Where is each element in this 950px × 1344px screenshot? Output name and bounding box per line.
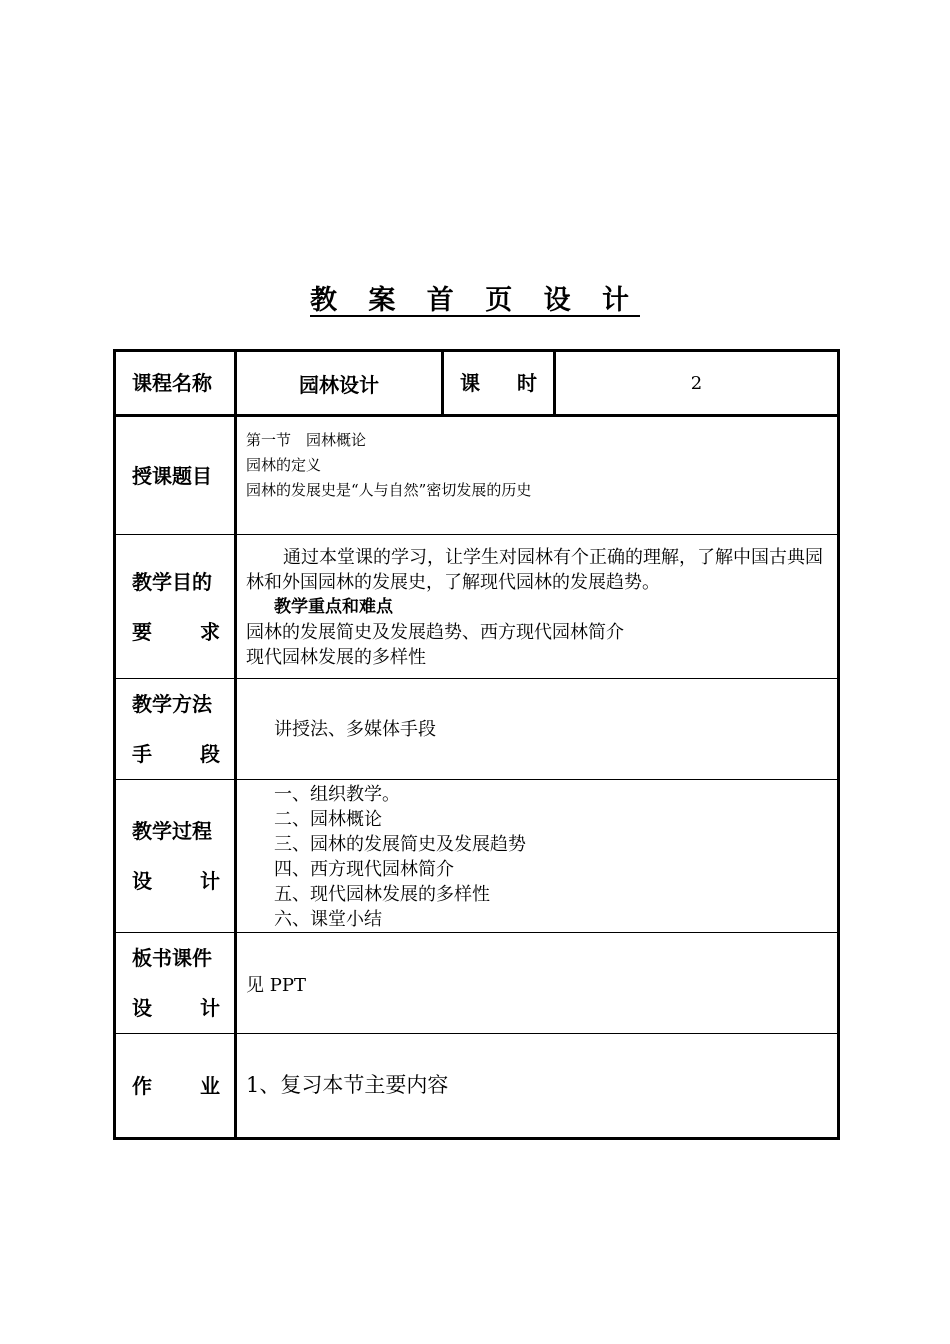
board-content-cell <box>236 933 839 1034</box>
hours-label-part-1: 课 <box>460 371 480 395</box>
method-label-line-2 <box>116 729 234 779</box>
process-item: 二、园林概论 <box>274 809 382 830</box>
page-title <box>0 283 950 319</box>
goal-paragraph: 通过本堂课的学习，让学生对园林有个正确的理解，了解中国古典园林和外国园林的发展史，了解现代园林的发展趋势。 <box>246 547 823 593</box>
topic-label: 授课题目 <box>132 463 212 488</box>
process-item: 三、园林的发展简史及发展趋势 <box>274 834 526 855</box>
topic-content-cell <box>236 416 839 535</box>
board-label-char: 设 <box>132 996 152 1020</box>
process-content-cell <box>236 780 839 933</box>
method-label-line-1: 教学方法 <box>132 692 212 716</box>
process-item: 四、西方现代园林简介 <box>274 859 454 880</box>
lesson-plan-table <box>113 349 840 1140</box>
hours-value-cell <box>555 351 839 416</box>
process-row <box>115 780 839 933</box>
board-label-char: 计 <box>200 996 220 1020</box>
goal-label-char: 求 <box>200 619 220 644</box>
key-points-heading: 教学重点和难点 <box>274 597 393 617</box>
board-label-line-1: 板书课件 <box>132 946 212 970</box>
process-label-line-2 <box>116 856 234 906</box>
goal-label-char: 要 <box>132 619 152 644</box>
key-point-line: 现代园林发展的多样性 <box>246 647 426 668</box>
goal-label-cell <box>115 535 236 679</box>
homework-row <box>115 1034 839 1139</box>
topic-label-cell <box>115 416 236 535</box>
process-label-cell <box>115 780 236 933</box>
goal-row <box>115 535 839 679</box>
board-row <box>115 933 839 1034</box>
goal-label-line-2 <box>116 607 234 657</box>
board-label-cell <box>115 933 236 1034</box>
process-item: 五、现代园林发展的多样性 <box>274 884 490 905</box>
topic-row <box>115 416 839 535</box>
homework-text: 1、复习本节主要内容 <box>246 1073 449 1097</box>
topic-line: 园林的定义 <box>246 456 322 474</box>
method-row <box>115 679 839 780</box>
goal-label-line-1: 教学目的 <box>132 569 212 594</box>
method-content-cell <box>236 679 839 780</box>
hours-label-cell <box>443 351 555 416</box>
topic-line: 第一节 园林概论 <box>246 431 367 449</box>
process-item: 一、组织教学。 <box>274 784 400 805</box>
topic-line: 园林的发展史是“人与自然”密切发展的历史 <box>246 481 532 499</box>
course-row <box>115 351 839 416</box>
course-name-label: 课程名称 <box>132 371 212 395</box>
key-point-line: 园林的发展简史及发展趋势、西方现代园林简介 <box>246 622 624 643</box>
homework-label-char: 业 <box>200 1073 220 1098</box>
course-name-value: 园林设计 <box>299 372 379 397</box>
course-name-cell <box>236 351 443 416</box>
board-text: 见 PPT <box>246 975 306 996</box>
hours-value: 2 <box>690 372 703 394</box>
method-label-char: 手 <box>132 742 152 766</box>
method-text: 讲授法、多媒体手段 <box>274 718 436 740</box>
hours-label-part-2: 时 <box>517 371 537 395</box>
board-label-line-2 <box>116 983 234 1033</box>
page-title-text: 教 案 首 页 设 计 <box>310 285 640 316</box>
homework-label-char: 作 <box>132 1073 152 1098</box>
homework-label <box>116 1061 234 1111</box>
method-label-cell <box>115 679 236 780</box>
process-label-char: 计 <box>200 869 220 893</box>
process-item: 六、课堂小结 <box>274 909 382 930</box>
homework-content-cell <box>236 1034 839 1139</box>
goal-content-cell <box>236 535 839 679</box>
course-name-label-cell <box>115 351 236 416</box>
process-label-char: 设 <box>132 869 152 893</box>
homework-label-cell <box>115 1034 236 1139</box>
method-label-char: 段 <box>200 742 220 766</box>
hours-label <box>444 358 553 408</box>
process-label-line-1: 教学过程 <box>132 819 212 843</box>
